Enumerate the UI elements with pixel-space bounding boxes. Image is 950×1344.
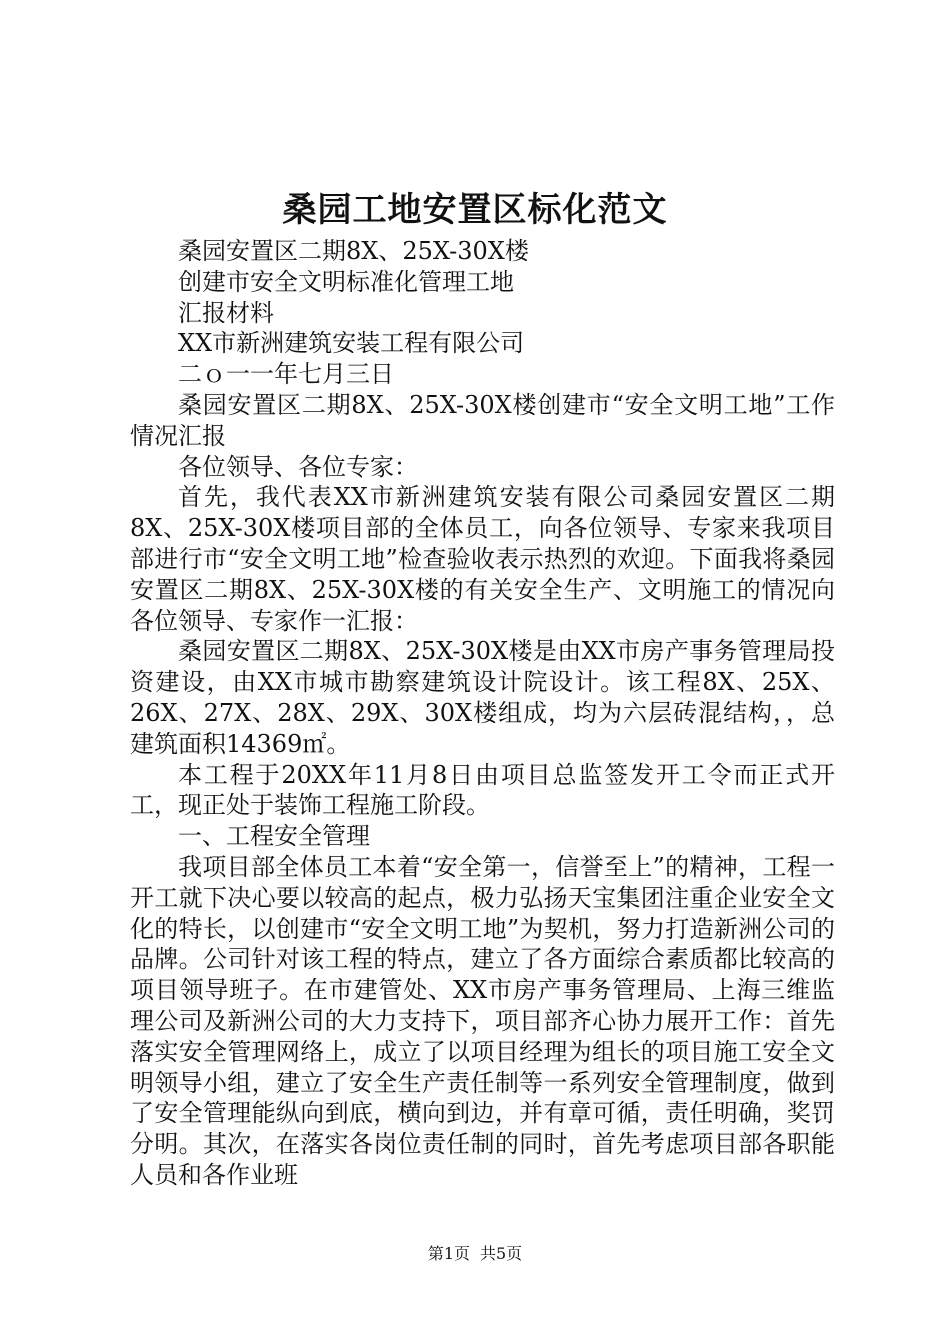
page-number-current: 第1页	[427, 1244, 470, 1263]
paragraph-date: 二ｏ一一年七月三日	[178, 360, 394, 389]
paragraph-project-name: 桑园安置区二期8X、25X-30X楼	[178, 237, 529, 265]
section-heading-safety-management: 一、工程安全管理	[178, 822, 370, 851]
paragraph-salutation: 各位领导、各位专家：	[178, 452, 418, 481]
document-title: 桑园工地安置区标化范文	[282, 190, 668, 230]
document-body	[130, 236, 835, 1191]
paragraph-opening: 首先，我代表XX市新洲建筑安装有限公司桑园安置区二期8X、25X-30X楼项目部的全体员工，向各位领导、专家来我项目部进行市“安全文明工地”检查验收表示热烈的欢迎。下面我将桑园安置区二期8X、25X-30X楼的有关安全生产、文明施工的情况向各位领导、专家作一汇报：	[130, 483, 835, 635]
page-number-total: 共5页	[480, 1244, 523, 1263]
paragraph-report-label: 汇报材料	[178, 298, 274, 327]
paragraph-company-name: XX市新洲建筑安装工程有限公司	[178, 329, 525, 358]
paragraph-construction-status: 本工程于20XX年11月8日由项目总监签发开工令而正式开工，现正处于装饰工程施工阶段。	[130, 760, 835, 820]
paragraph-project-overview: 桑园安置区二期8X、25X-30X楼是由XX市房产事务管理局投资建设，由XX市城市勘察建筑设计院设计。该工程8X、25X、26X、27X、28X、29X、30X楼组成，均为六层砖混结构，，总建筑面积14369㎡。	[130, 637, 835, 758]
paragraph-safety-management: 我项目部全体员工本着“安全第一，信誉至上”的精神，工程一开工就下决心要以较高的起点，极力弘扬天宝集团注重企业安全文化的特长，以创建市“安全文明工地”为契机，努力打造新洲公司的品牌。公司针对该工程的特点，建立了各方面综合素质都比较高的项目领导班子。在市建管处、XX市房产事务管理局、上海三维监理公司及新洲公司的大力支持下，项目部齐心协力展开工作：首先落实安全管理网络上，成立了以项目经理为组长的项目施工安全文明领导小组，建立了安全生产责任制等一系列安全管理制度，做到了安全管理能纵向到底，横向到边，并有章可循，责任明确，奖罚分明。其次，在落实各岗位责任制的同时，首先考虑项目部各职能人员和各作业班	[130, 852, 835, 1189]
page-footer	[0, 1244, 950, 1264]
paragraph-report-heading: 桑园安置区二期8X、25X-30X楼创建市“安全文明工地”工作情况汇报	[130, 390, 835, 450]
paragraph-project-goal: 创建市安全文明标准化管理工地	[178, 267, 514, 296]
